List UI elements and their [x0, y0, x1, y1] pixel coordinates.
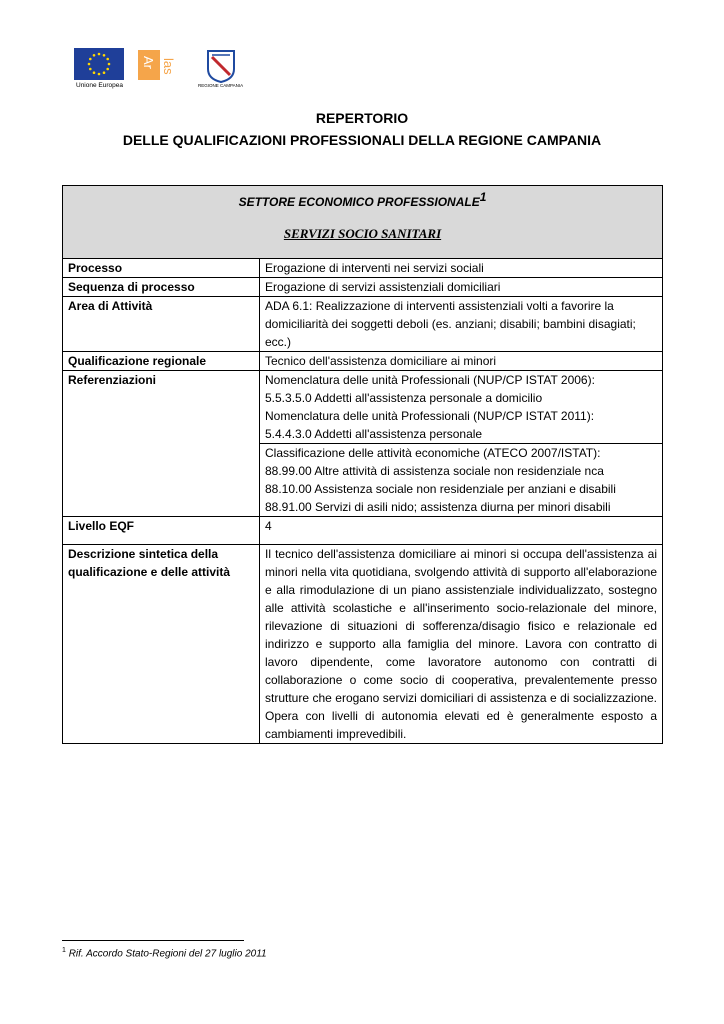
row-label-referenziazioni: Referenziazioni — [63, 371, 260, 517]
footnote — [62, 947, 267, 959]
row-label-processo: Processo — [63, 259, 260, 278]
qualification-table — [62, 185, 663, 744]
eu-caption: Unione Europea — [76, 82, 123, 89]
nup-line: 5.5.3.5.0 Addetti all'assistenza personale a domicilio — [265, 391, 543, 405]
sector-name: SERVIZI SOCIO SANITARI — [283, 226, 442, 241]
footnote-ref: 1 — [479, 190, 487, 204]
row-value-ateco — [260, 444, 663, 517]
nup-line: Nomenclatura delle unità Professionali (NUP/CP ISTAT 2006): — [265, 373, 595, 387]
nup-line: Nomenclatura delle unità Professionali (NUP/CP ISTAT 2011): — [265, 409, 595, 423]
page-subtitle: DELLE QUALIFICAZIONI PROFESSIONALI DELLA REGIONE CAMPANIA — [122, 132, 602, 148]
row-label-sequenza: Sequenza di processo — [63, 278, 260, 297]
campania-caption: REGIONE CAMPANIA — [198, 83, 244, 88]
table-row — [63, 297, 663, 352]
row-label-qualificazione: Qualificazione regionale — [63, 352, 260, 371]
row-value-eqf: 4 — [260, 517, 663, 545]
table-row — [63, 352, 663, 371]
ateco-line: Classificazione delle attività economiche (ATECO 2007/ISTAT): — [265, 446, 601, 460]
regione-campania-logo — [206, 49, 236, 83]
ateco-line: 88.10.00 Assistenza sociale non residenziale per anziani e disabili — [265, 482, 616, 496]
page-title: REPERTORIO — [315, 110, 409, 126]
row-value-qualificazione: Tecnico dell'assistenza domiciliare ai minori — [260, 352, 663, 371]
row-label-eqf: Livello EQF — [63, 517, 260, 545]
svg-text:Ar: Ar — [141, 56, 156, 69]
row-label-descrizione: Descrizione sintetica della qualificazione e delle attività — [63, 545, 260, 744]
row-value-area: ADA 6.1: Realizzazione di interventi assistenziali volti a favorire la domiciliarità dei soggetti deboli (es. anziani; disabili; bambini disagiati; ecc.) — [260, 297, 663, 352]
eu-flag-logo — [74, 48, 124, 80]
nup-line: 5.4.4.3.0 Addetti all'assistenza personale — [265, 427, 483, 441]
row-value-descrizione: Il tecnico dell'assistenza domiciliare ai minori si occupa dell'assistenza ai minori nella vita quotidiana, svolgendo attività di supporto all'elaborazione e alla rimodulazione di un piano assistenziale individualizzato, sostegno alle attività scolastiche e all'inserimento socio-relazionale del minore, rilevazione di situazioni di sofferenza/disagio fisico e relazionale ed indirizzo e supporto alla famiglia del minore. Lavora con contratto di lavoro dipendente, come lavoratore autonomo con contratti di collaborazione o come socio di cooperativa, prevalentemente presso strutture che erogano servizi domiciliari di assistenza e di socializzazione. Opera con livelli di autonomia elevati ed è generalmente esposto a cambiamenti imprevedibili. — [260, 545, 663, 744]
row-value-nup — [260, 371, 663, 444]
arlas-logo — [138, 46, 180, 84]
table-row — [63, 517, 663, 545]
sector-header-cell — [63, 186, 663, 259]
table-row — [63, 371, 663, 444]
table-row — [63, 259, 663, 278]
footnote-marker: 1 — [62, 947, 66, 954]
svg-text:las: las — [161, 58, 176, 75]
sector-heading: SETTORE ECONOMICO PROFESSIONALE — [238, 195, 480, 209]
ateco-line: 88.91.00 Servizi di asili nido; assistenza diurna per minori disabili — [265, 500, 611, 514]
footnote-separator — [62, 940, 244, 941]
table-row — [63, 545, 663, 744]
row-value-processo: Erogazione di interventi nei servizi sociali — [260, 259, 663, 278]
row-label-area: Area di Attività — [63, 297, 260, 352]
ateco-line: 88.99.00 Altre attività di assistenza sociale non residenziale nca — [265, 464, 604, 478]
row-value-sequenza: Erogazione di servizi assistenziali domiciliari — [260, 278, 663, 297]
footnote-text: Rif. Accordo Stato-Regioni del 27 luglio 2011 — [68, 948, 267, 960]
table-row — [63, 278, 663, 297]
table-header-row — [63, 186, 663, 259]
